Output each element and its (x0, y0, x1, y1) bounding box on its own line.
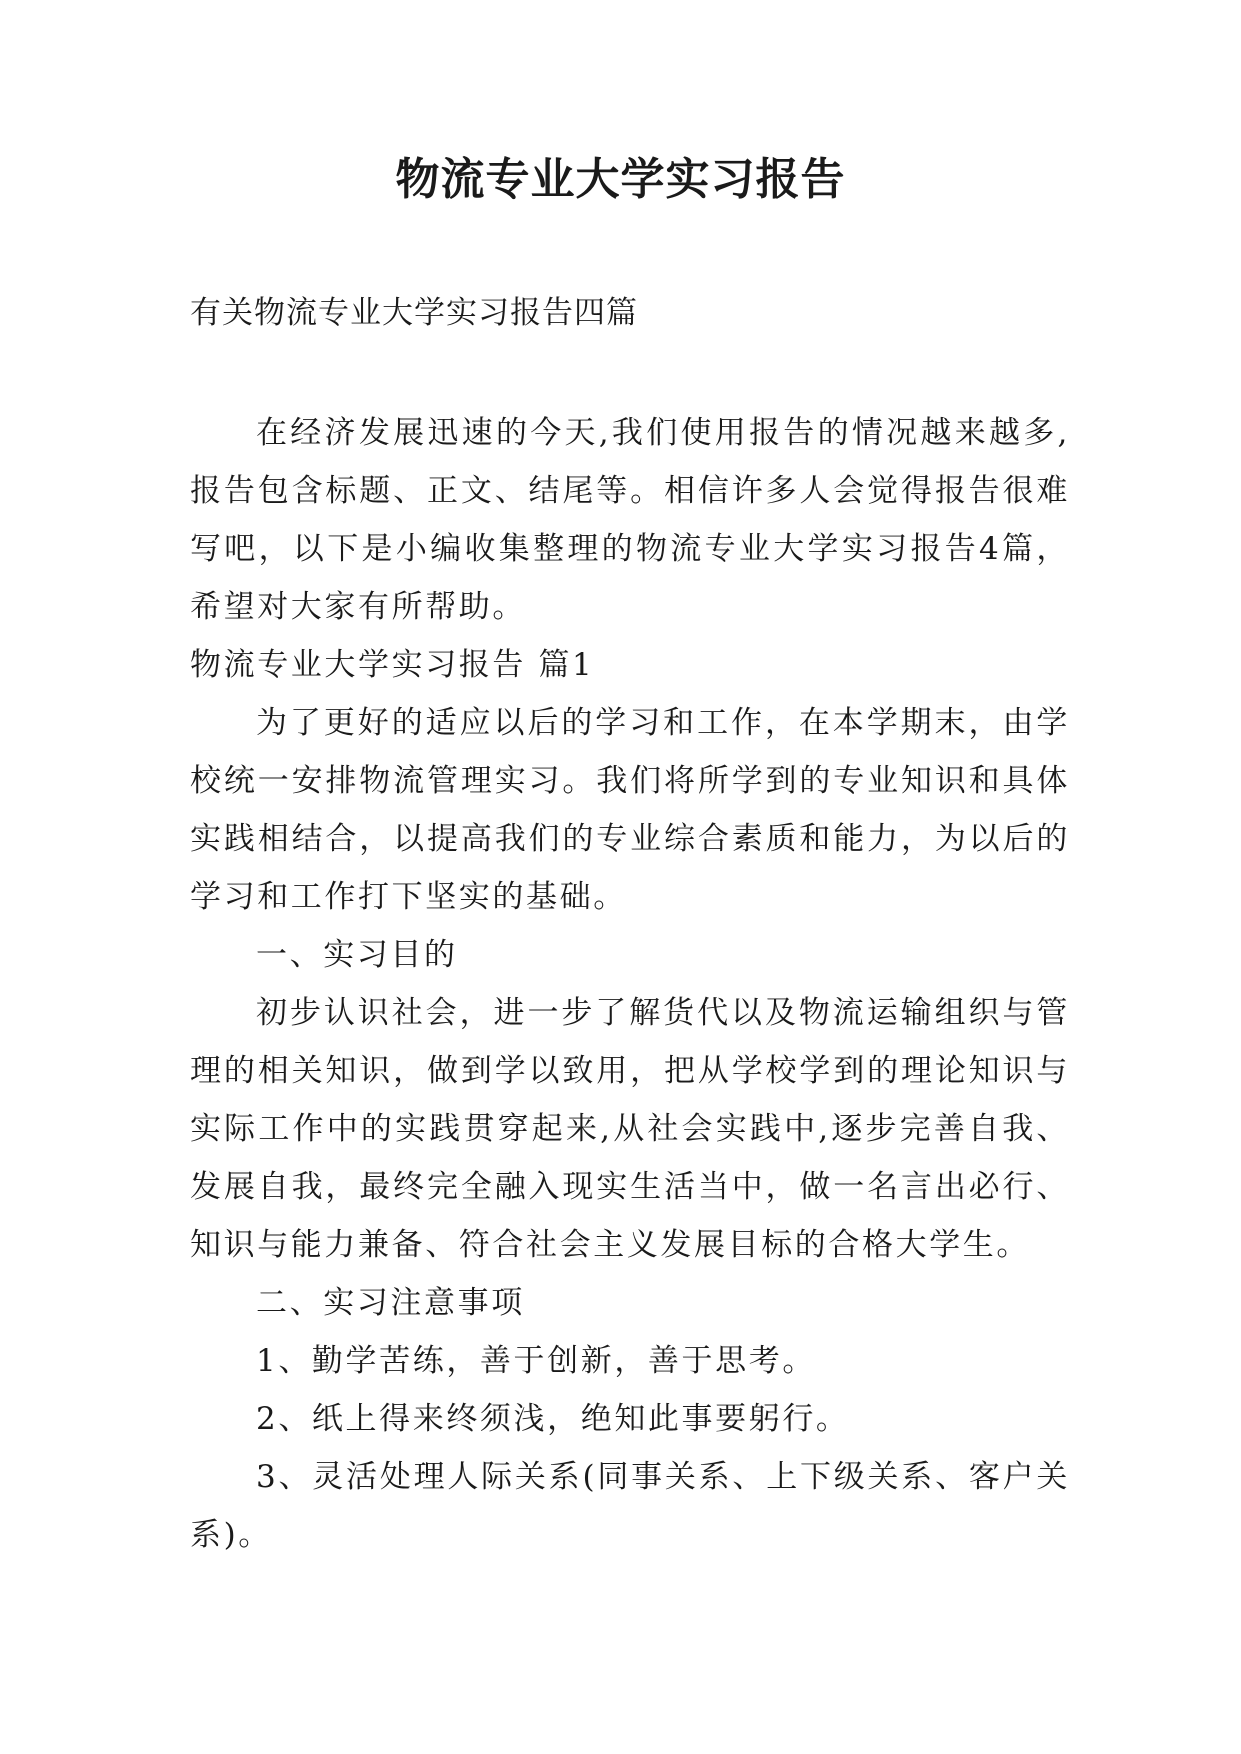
note-item-2: 2、纸上得来终须浅，绝知此事要躬行。 (256, 1401, 850, 1437)
section-heading-part1: 物流专业大学实习报告 篇1 (190, 647, 595, 683)
note-item-1: 1、勤学苦练，善于创新，善于思考。 (256, 1343, 816, 1379)
document-title: 物流专业大学实习报告 (395, 154, 846, 205)
intro-paragraph: 在经济发展迅速的今天,我们使用报告的情况越来越多,报告包含标题、正文、结尾等。相信许多人会觉得报告很难写吧，以下是小编收集整理的物流专业大学实习报告4篇，希望对大家有所帮助。 (190, 415, 1070, 625)
document-body (190, 404, 1070, 1564)
purpose-paragraph: 初步认识社会，进一步了解货代以及物流运输组织与管理的相关知识，做到学以致用，把从学校学到的理论知识与实际工作中的实践贯穿起来,从社会实践中,逐步完善自我、发展自我，最终完全融入现实生活当中，做一名言出必行、知识与能力兼备、符合社会主义发展目标的合格大学生。 (190, 995, 1070, 1263)
heading-purpose: 一、实习目的 (256, 937, 458, 973)
document-subtitle: 有关物流专业大学实习报告四篇 (190, 295, 638, 331)
heading-notes: 二、实习注意事项 (256, 1285, 525, 1321)
part1-paragraph: 为了更好的适应以后的学习和工作，在本学期末，由学校统一安排物流管理实习。我们将所学到的专业知识和具体实践相结合，以提高我们的专业综合素质和能力，为以后的学习和工作打下坚实的基础。 (190, 705, 1070, 915)
note-item-3: 3、灵活处理人际关系(同事关系、上下级关系、客户关系)。 (190, 1459, 1070, 1553)
